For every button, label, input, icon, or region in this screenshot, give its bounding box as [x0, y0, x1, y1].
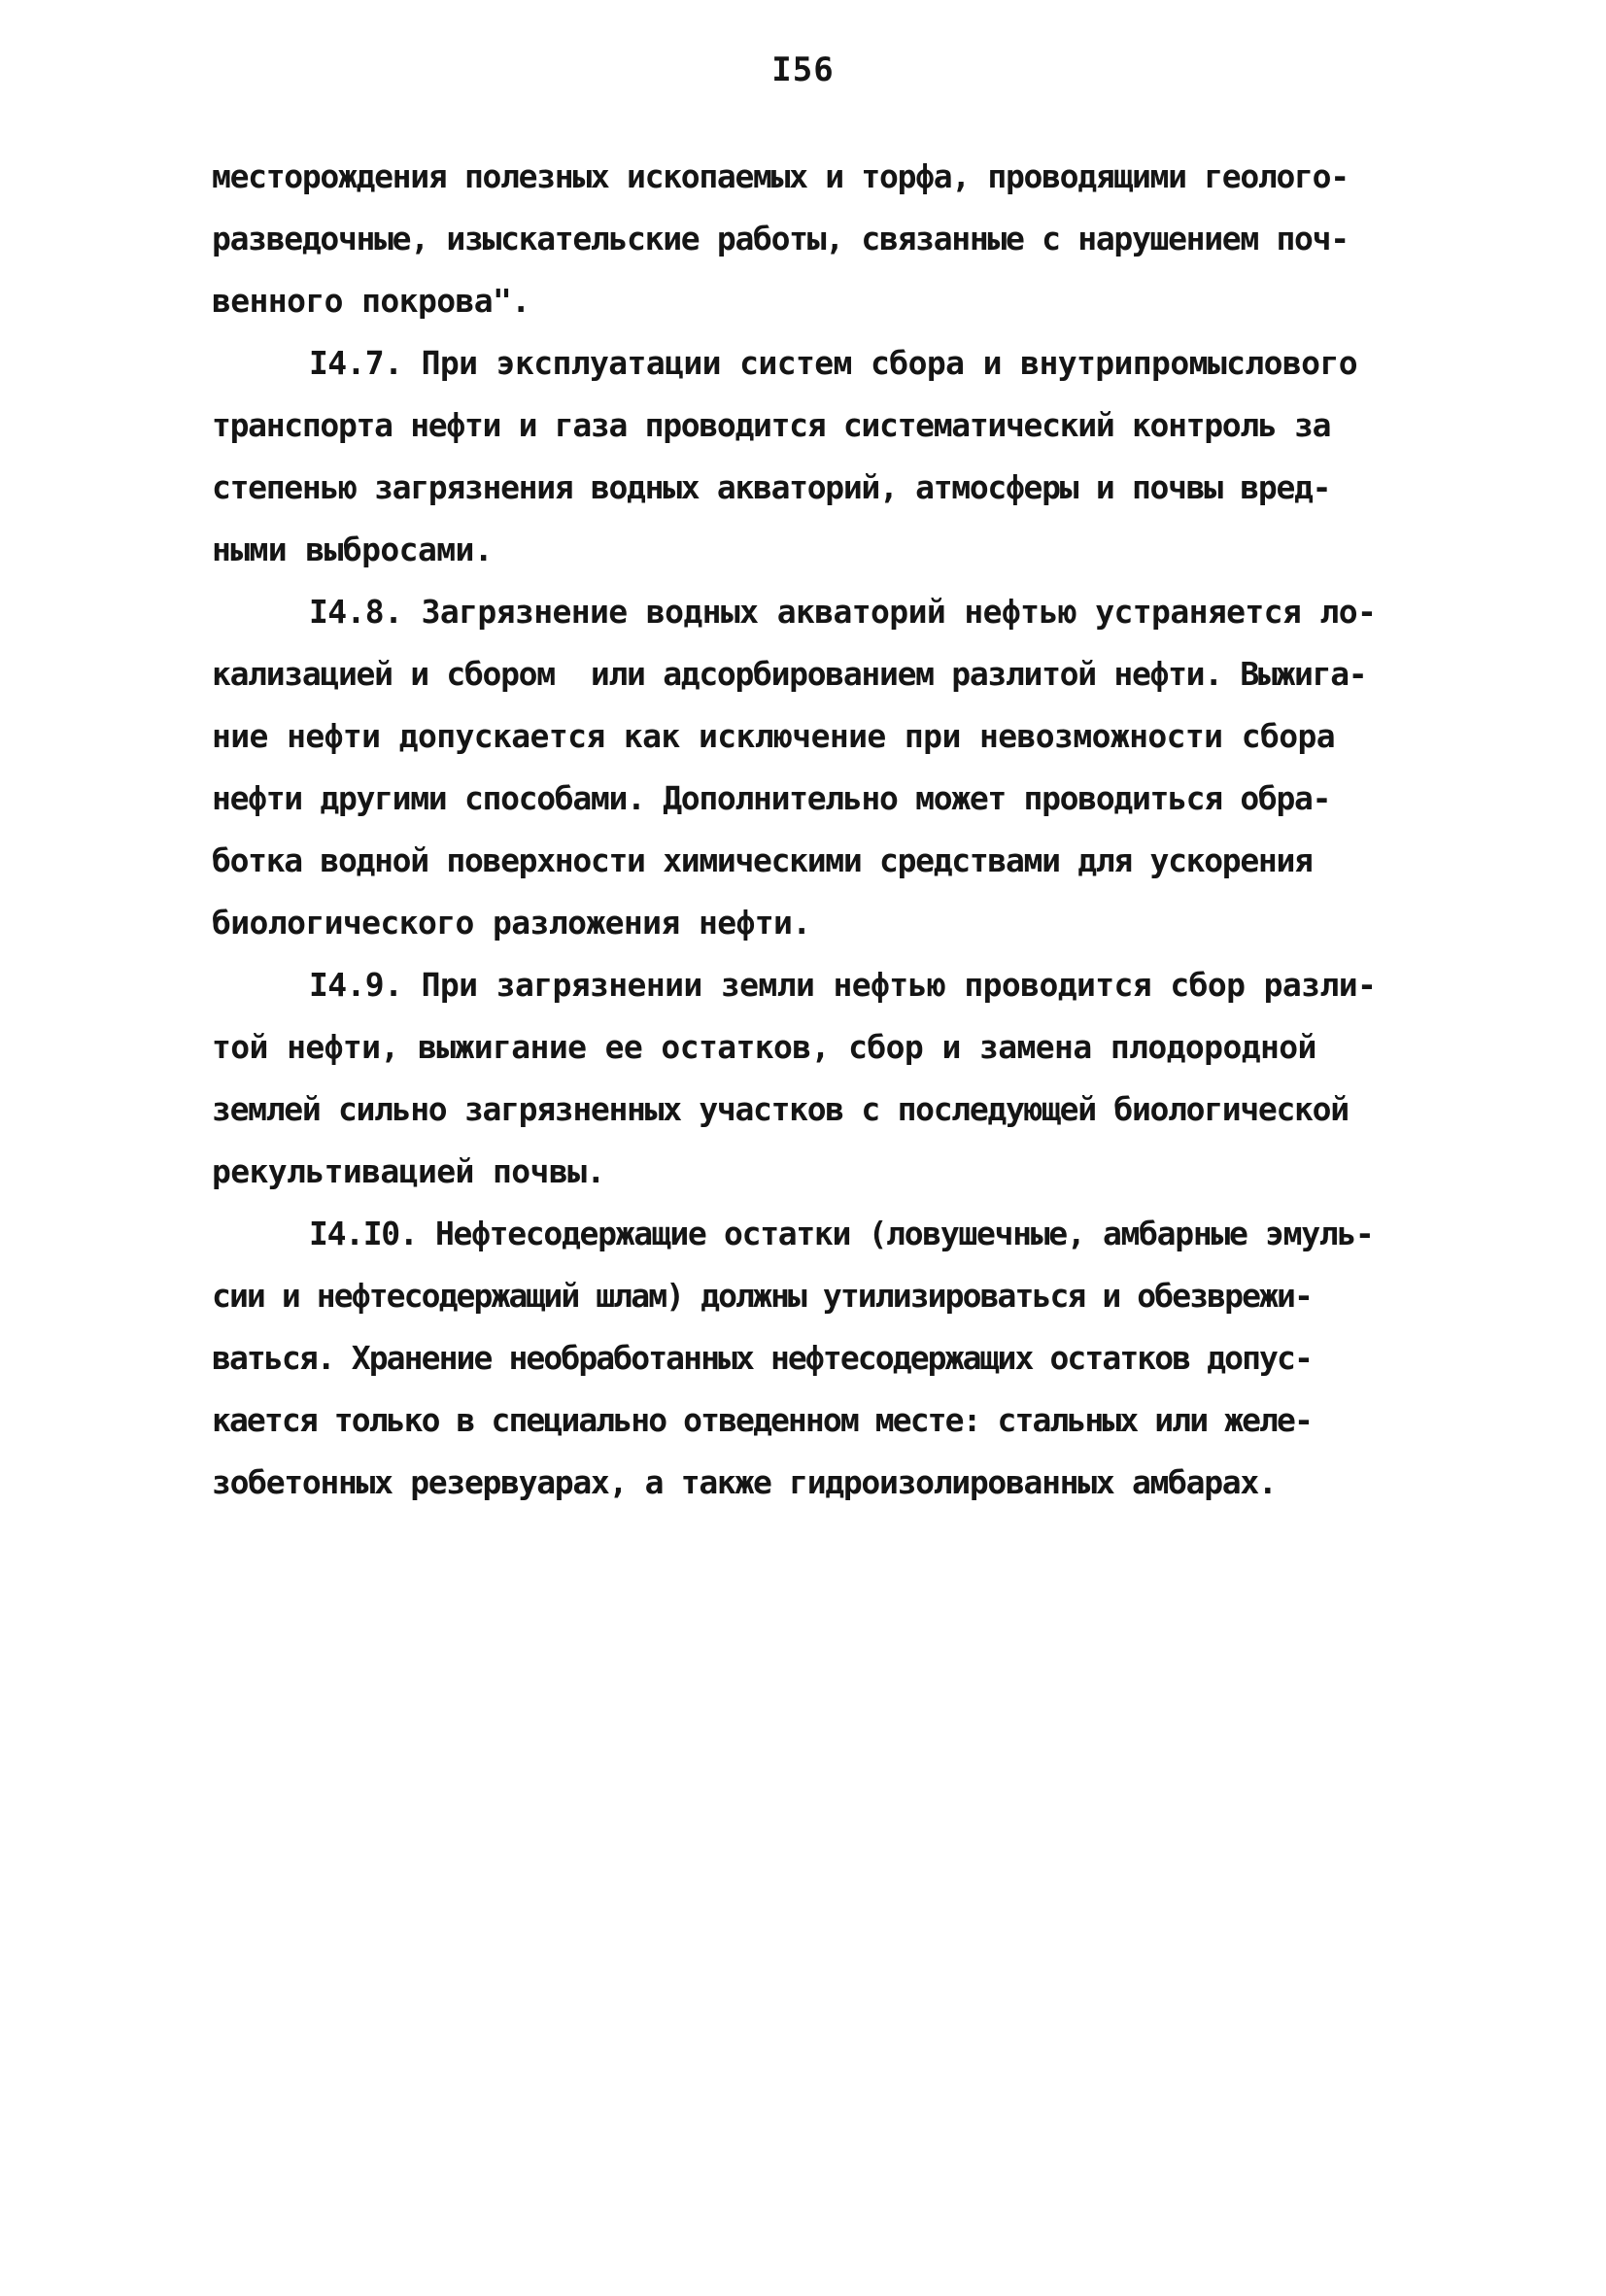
text-line: венного покрова".	[212, 282, 530, 320]
document-body	[212, 146, 1475, 1514]
text-line: ными выбросами.	[212, 531, 494, 568]
paragraph-14-9	[212, 954, 1475, 1203]
text-line: месторождения полезных ископаемых и торфа, проводящими геолого-	[212, 157, 1349, 195]
paragraph-14-7	[212, 332, 1475, 581]
text-line: кается только в специально отведенном месте: стальных или желе-	[212, 1401, 1312, 1439]
text-line: I4.9. При загрязнении земли нефтью проводится сбор разли-	[309, 966, 1377, 1004]
text-line: ваться. Хранение необработанных нефтесодержащих остатков допус-	[212, 1339, 1312, 1377]
text-line: рекультивацией почвы.	[212, 1152, 605, 1190]
text-line: ботка водной поверхности химическими средствами для ускорения	[212, 841, 1313, 879]
paragraph-14-10	[212, 1203, 1475, 1514]
text-line: сии и нефтесодержащий шлам) должны утилизироваться и обезврежи-	[212, 1277, 1312, 1315]
page-number: I56	[771, 51, 835, 89]
text-line: I4.7. При эксплуатации систем сбора и внутрипромыслового	[309, 344, 1357, 382]
text-line: землей сильно загрязненных участков с последующей биологической	[212, 1090, 1349, 1128]
text-line: кализацией и сбором или адсорбированием разлитой нефти. Выжига-	[212, 655, 1367, 693]
text-line: той нефти, выжигание ее остатков, сбор и замена плодородной	[212, 1028, 1316, 1066]
text-line: разведочные, изыскательские работы, связанные с нарушением поч-	[212, 220, 1349, 257]
text-line: I4.I0. Нефтесодержащие остатки (ловушечные, амбарные эмуль-	[309, 1215, 1374, 1252]
text-line: I4.8. Загрязнение водных акваторий нефтью устраняется ло-	[309, 593, 1377, 631]
text-line: нефти другими способами. Дополнительно может проводиться обра-	[212, 779, 1331, 817]
text-line: зобетонных резервуарах, а также гидроизолированных амбарах.	[212, 1463, 1277, 1501]
paragraph-14-8	[212, 581, 1475, 954]
text-line: биологического разложения нефти.	[212, 904, 811, 942]
text-line: ние нефти допускается как исключение при невозможности сбора	[212, 717, 1336, 755]
text-line: степенью загрязнения водных акваторий, атмосферы и почвы вред-	[212, 468, 1331, 506]
text-line: транспорта нефти и газа проводится систематический контроль за	[212, 406, 1331, 444]
paragraph-continuation	[212, 146, 1475, 332]
